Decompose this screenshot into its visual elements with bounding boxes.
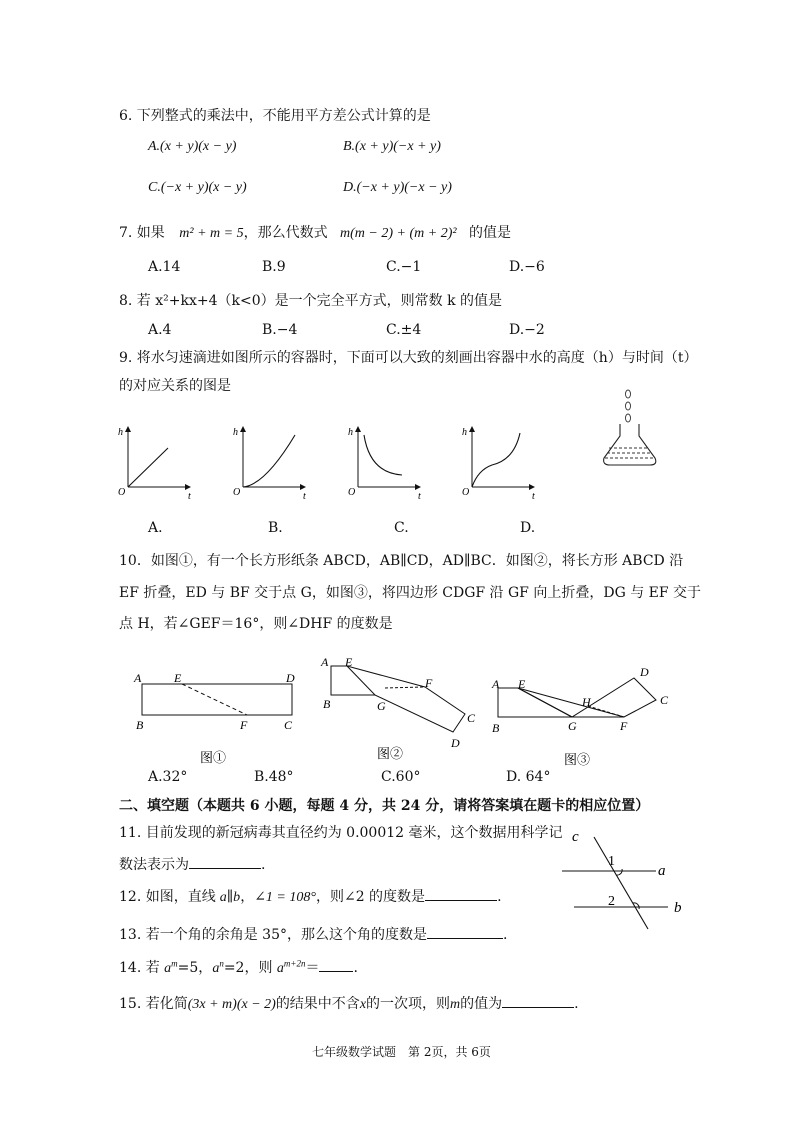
page-footer: 七年级数学试题 第 2页，共 6页 [312, 1045, 491, 1059]
svg-text:F: F [620, 719, 628, 733]
q15-prefix: 15. 若化简 [119, 996, 188, 1012]
q7-option-d: D.−6 [509, 259, 545, 275]
q13-answer-blank [427, 926, 503, 939]
q15-var-x: x [359, 997, 367, 1012]
q10-line1: 10．如图①，有一个长方形纸条 ABCD，AB∥CD，AD∥BC．如图②，将长方形 ABCD 沿 [119, 553, 684, 569]
q12-suffix: ，则∠2 的度数是 [315, 889, 426, 905]
q14-answer-blank [319, 959, 353, 972]
svg-text:H: H [582, 695, 591, 709]
svg-text:G: G [568, 719, 577, 733]
q11-line1: 11. 目前发现的新冠病毒其直径约为 0.00012 毫米，这个数据用科学记 [119, 825, 563, 841]
q10-figure-1 [130, 665, 305, 770]
q14-eq1: =5， [177, 960, 213, 976]
q12-sep: ， [240, 889, 255, 905]
q6-option-a: A.(x + y)(x − y) [148, 139, 237, 154]
q13-text: 13. 若一个角的余角是 35°，那么这个角的度数是 [119, 927, 427, 943]
q6-option-c: C.(−x + y)(x − y) [148, 180, 247, 195]
q9-option-b: B. [268, 520, 283, 536]
svg-text:B: B [492, 721, 500, 735]
svg-text:2: 2 [608, 894, 615, 909]
q10-option-b: B.48° [254, 769, 294, 785]
q12-prefix: 12. 如图，直线 [119, 889, 216, 905]
svg-text:A: A [134, 671, 142, 685]
q14-exp-mn: m+2n [283, 958, 306, 969]
q15-middle: 的结果中不含 [275, 996, 360, 1012]
q14-eq3: ＝ [305, 960, 320, 976]
svg-text:1: 1 [608, 854, 615, 869]
q9-flask [598, 388, 668, 470]
q9-graph-b-t: t [303, 491, 306, 500]
q9-graph-b [233, 427, 306, 500]
svg-text:a: a [658, 863, 666, 879]
q9-graph-c-h: h [348, 427, 353, 438]
q9-drop-3 [626, 414, 631, 422]
q10-figure-2 [315, 652, 490, 767]
q8-option-b: B.−4 [262, 322, 298, 338]
q15-row [119, 993, 579, 1013]
svg-text:E: E [345, 655, 353, 669]
q12-lines: a∥b [219, 890, 241, 905]
q9-graph-a-o: O [118, 487, 126, 498]
q9-graph-a-h: h [118, 427, 123, 438]
q10-fig3-caption: 图③ [564, 752, 591, 767]
q8-option-c: C.±4 [386, 322, 422, 338]
q14-eq2: =2，则 [223, 960, 273, 976]
q10-fig1-caption: 图① [200, 750, 227, 765]
svg-text:C: C [284, 718, 293, 732]
q6-option-d: D.(−x + y)(−x − y) [343, 180, 452, 195]
q9-drop-2 [626, 402, 631, 410]
q14-prefix: 14. 若 [119, 960, 160, 976]
q9-graphs [110, 415, 560, 500]
q12-figure [556, 825, 691, 930]
q9-stem-line2: 的对应关系的图是 [119, 378, 231, 394]
q15-answer-blank [502, 995, 574, 1008]
q7-option-c: C.−1 [386, 259, 422, 275]
q7-option-b: B.9 [262, 259, 286, 275]
svg-text:E: E [518, 677, 526, 691]
q13-row [119, 924, 507, 944]
q12-row [119, 886, 502, 906]
q9-graph-c-o: O [348, 487, 356, 498]
q15-end: . [574, 996, 579, 1012]
q14-end: . [353, 960, 358, 976]
section2-heading: 二、填空题（本题共 6 小题，每题 4 分，共 24 分，请将答案填在题卡的相应位置） [119, 798, 650, 814]
q7-stem [119, 222, 511, 242]
q9-option-c: C. [394, 520, 409, 536]
q12-line-c [594, 837, 648, 929]
q9-graph-c [348, 427, 421, 500]
svg-text:G: G [377, 699, 386, 713]
q7-condition: m² + m = 5 [179, 226, 244, 241]
q9-option-d: D. [520, 520, 536, 536]
q11-answer-blank [189, 856, 261, 869]
q9-graph-b-o: O [233, 487, 241, 498]
q8-option-d: D.−2 [509, 322, 545, 338]
q9-graph-a-curve [128, 448, 168, 487]
q14-row [119, 957, 358, 977]
svg-text:B: B [136, 718, 144, 732]
q14-exp-n: n [219, 958, 224, 969]
svg-text:B: B [323, 697, 331, 711]
q9-graph-b-h: h [233, 427, 238, 438]
q6-stem: 6. 下列整式的乘法中，不能用平方差公式计算的是 [119, 108, 431, 124]
q12-answer-blank [425, 888, 497, 901]
svg-text:F: F [425, 676, 433, 690]
q7-prefix: 7. 如果 [119, 225, 165, 241]
q8-option-a: A.4 [148, 322, 172, 338]
svg-text:b: b [674, 900, 682, 916]
q14-a2: a [212, 961, 220, 976]
q7-option-a: A.14 [148, 259, 181, 275]
svg-text:c: c [572, 829, 579, 845]
svg-text:C: C [660, 693, 669, 707]
q9-graph-d [462, 427, 535, 500]
svg-text:D: D [640, 665, 649, 679]
q11-end: . [261, 857, 266, 873]
q13-end: . [502, 927, 508, 943]
q10-line3: 点 H，若∠GEF＝16°，则∠DHF 的度数是 [119, 616, 393, 632]
svg-text:A: A [492, 677, 500, 691]
q10-option-d: D. 64° [506, 769, 551, 785]
q12-angle: ∠1 = 108° [254, 890, 316, 905]
svg-text:E: E [174, 671, 182, 685]
q9-graph-a [118, 427, 191, 500]
q9-stem-line1: 9. 将水匀速滴进如图所示的容器时，下面可以大致的刻画出容器中水的高度（h）与时间（t） [119, 350, 698, 366]
q9-graph-c-curve [364, 435, 402, 475]
svg-text:D: D [286, 671, 295, 685]
q6-option-b: B.(x + y)(−x + y) [343, 139, 441, 154]
q8-stem: 8. 若 x²+kx+4（k<0）是一个完全平方式，则常数 k 的值是 [119, 293, 503, 309]
q9-graph-d-t: t [532, 491, 535, 500]
q9-graph-c-t: t [418, 491, 421, 500]
q9-graph-d-h: h [462, 427, 467, 438]
q10-option-a: A.32° [148, 769, 188, 785]
q12-end: . [497, 889, 502, 905]
q10-figure-3 [488, 660, 678, 772]
q10-option-c: C.60° [381, 769, 421, 785]
q14-a1: a [164, 961, 172, 976]
q11-line2-row [119, 854, 265, 874]
q9-graph-d-curve [472, 433, 520, 487]
q7-suffix: 的值是 [469, 225, 512, 241]
q9-drop-1 [626, 390, 631, 398]
svg-text:F: F [240, 718, 248, 732]
q15-var-m: m [450, 997, 461, 1012]
q10-line2: EF 折叠，ED 与 BF 交于点 G，如图③，将四边形 CDGF 沿 GF 向上折叠，DG 与 EF 交于 [119, 585, 702, 601]
q15-expression: (3x + m)(x − 2) [187, 997, 276, 1012]
q14-a3: a [276, 961, 284, 976]
q9-graph-d-o: O [462, 487, 470, 498]
q9-graph-a-t: t [188, 491, 191, 500]
q14-exp-m: m [171, 958, 178, 969]
q15-middle2: 的一次项，则 [366, 996, 451, 1012]
q9-option-a: A. [148, 520, 163, 536]
q9-graph-b-curve [243, 435, 295, 487]
q7-expression: m(m − 2) + (m + 2)² [340, 226, 457, 241]
q7-middle: ，那么代数式 [243, 225, 328, 241]
q15-suffix: 的值为 [460, 996, 503, 1012]
svg-text:A: A [321, 655, 329, 669]
q10-fig2-caption: 图② [377, 746, 404, 761]
q11-line2: 数法表示为 [119, 857, 189, 873]
svg-text:C: C [467, 711, 476, 725]
svg-text:D: D [451, 736, 460, 750]
